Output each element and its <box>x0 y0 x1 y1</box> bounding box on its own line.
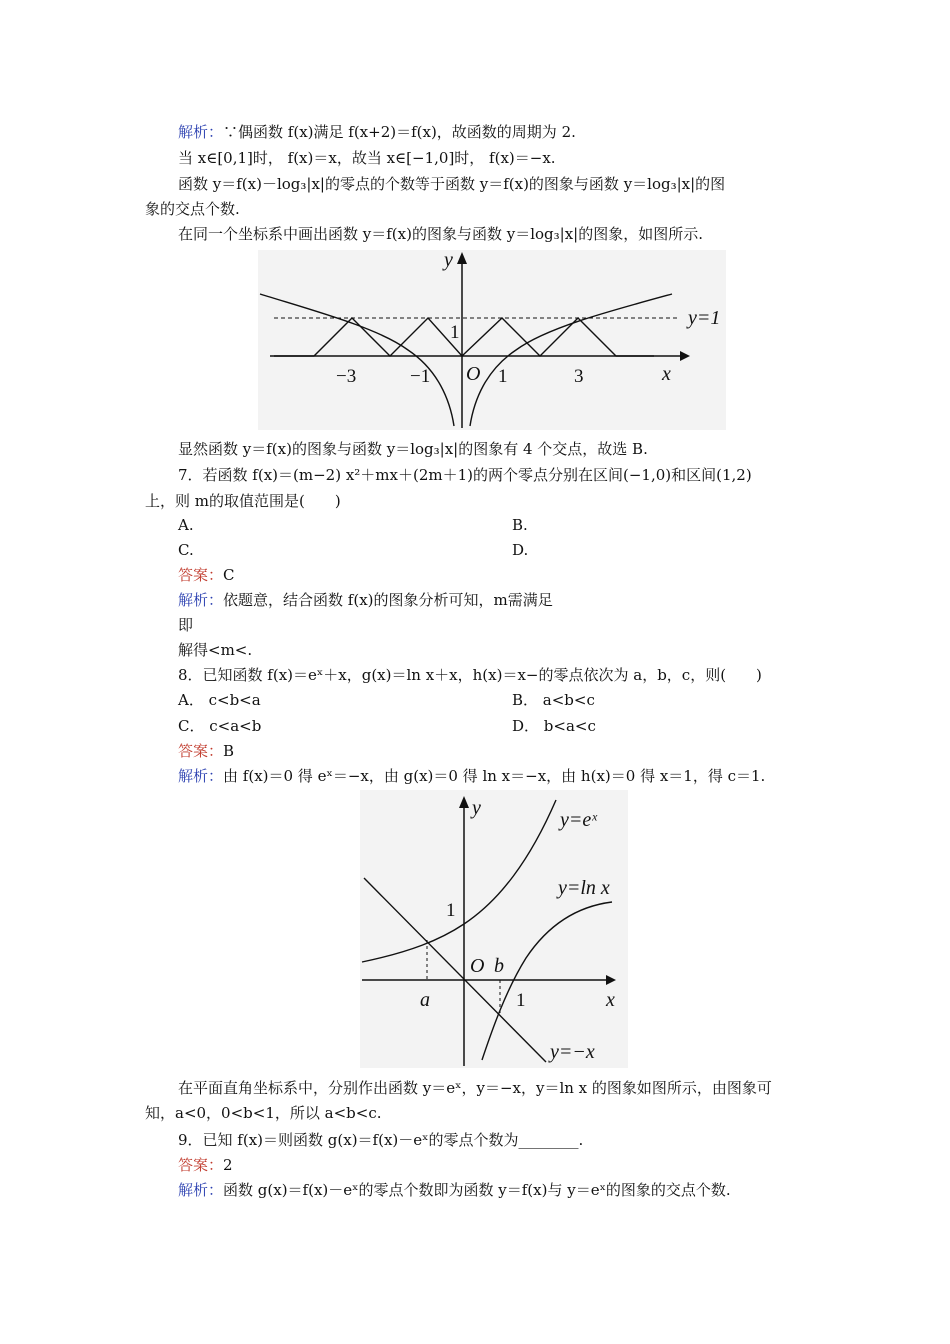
question-7-line-2: 上，则 m的取值范围是( ) <box>145 492 341 510</box>
solution-text: ∵偶函数 f(x)满足 f(x+2)＝f(x)，故函数的周期为 2. <box>223 123 576 141</box>
text-line: 即 <box>178 616 194 634</box>
question-8-line: 8．已知函数 f(x)＝eˣ＋x，g(x)＝ln x＋x，h(x)＝x−的零点依次为 a，b，c，则( ) <box>178 666 762 684</box>
text-line: 函数 y＝f(x)－log₃|x|的零点的个数等于函数 y＝f(x)的图象与函数 y＝log₃|x|的图 <box>178 175 726 193</box>
x-axis-label: x <box>662 363 671 385</box>
solution-label: 解析： <box>178 1181 224 1199</box>
option-c: C. <box>178 541 194 559</box>
option-b: B. <box>512 516 528 534</box>
answer-label: 答案： <box>178 566 224 584</box>
b-label: b <box>494 955 504 977</box>
y-one-label: 1 <box>446 900 456 921</box>
tick-label: 3 <box>574 366 584 387</box>
answer-value: 2 <box>223 1156 233 1174</box>
solution-label: 解析： <box>178 123 224 141</box>
option-a: A． c<b<a <box>178 691 261 709</box>
answer-line <box>178 1155 233 1175</box>
solution-text: 函数 g(x)＝f(x)－eˣ的零点个数即为函数 y＝f(x)与 y＝eˣ的图象的交点个数. <box>223 1181 731 1199</box>
exp-label: y=eˣ <box>560 809 597 831</box>
text-line: 当 x∈[0,1]时， f(x)＝x，故当 x∈[−1,0]时， f(x)＝−x. <box>178 149 556 167</box>
option-d: D. <box>512 541 529 559</box>
solution-label: 解析： <box>178 591 224 609</box>
exp-curve <box>362 800 556 962</box>
x-axis-label: x <box>606 989 615 1011</box>
figure-periodic-log <box>258 250 726 430</box>
solution-line <box>178 1180 731 1200</box>
origin-label: O <box>470 955 485 977</box>
answer-label: 答案： <box>178 742 224 760</box>
x-one-label: 1 <box>516 990 526 1011</box>
figure-exp-ln-negx <box>360 790 628 1068</box>
text-line: 在平面直角坐标系中，分别作出函数 y＝eˣ，y＝−x，y＝ln x 的图象如图所示，由图象可 <box>178 1079 772 1097</box>
tick-label: −1 <box>410 366 431 387</box>
y-axis-label: y <box>444 250 453 271</box>
solution-text: 由 f(x)＝0 得 eˣ＝−x，由 g(x)＝0 得 ln x＝−x，由 h(x)＝0 得 x＝1，得 c＝1. <box>223 767 766 785</box>
solution-label: 解析： <box>178 767 224 785</box>
x-axis-arrow <box>606 975 616 985</box>
periodic-function-curve <box>274 318 654 356</box>
answer-value: C <box>223 566 235 584</box>
option-d: D． b<a<c <box>512 717 596 735</box>
text-line: 知，a<0，0<b<1，所以 a<b<c. <box>145 1104 382 1122</box>
question-7-line-1: 7．若函数 f(x)＝(m−2) x²＋mx＋(2m＋1)的两个零点分别在区间(−1,0)和区间(1,2) <box>178 466 752 484</box>
origin-label: O <box>466 363 481 385</box>
option-a: A. <box>178 516 194 534</box>
ln-curve <box>482 902 612 1060</box>
question-9-line: 9．已知 f(x)＝则函数 g(x)＝f(x)－eˣ的零点个数为________. <box>178 1131 584 1149</box>
answer-label: 答案： <box>178 1156 224 1174</box>
log-curve-right <box>470 294 672 426</box>
log-curve-left <box>260 294 454 426</box>
answer-line <box>178 741 234 761</box>
option-c: C． c<a<b <box>178 717 262 735</box>
y-one-label: 1 <box>450 322 460 343</box>
solution-line <box>178 590 553 610</box>
solution-line-1 <box>178 122 576 142</box>
text-line: 象的交点个数. <box>145 200 240 218</box>
a-label: a <box>420 989 430 1011</box>
tick-label: 1 <box>498 366 508 387</box>
y-axis-arrow <box>457 252 467 264</box>
text-line: 在同一个坐标系中画出函数 y＝f(x)的图象与函数 y＝log₃|x|的图象，如图所示. <box>178 225 703 243</box>
option-b: B． a<b<c <box>512 691 595 709</box>
solution-line <box>178 766 765 786</box>
text-line: 显然函数 y＝f(x)的图象与函数 y＝log₃|x|的图象有 4 个交点，故选 B. <box>178 440 648 458</box>
figure-2-svg <box>360 790 628 1068</box>
solution-text: 依题意，结合函数 f(x)的图象分析可知，m需满足 <box>223 591 553 609</box>
figure-1-svg <box>258 250 726 430</box>
y-axis-arrow <box>459 796 469 808</box>
neg-x-label: y=−x <box>550 1041 595 1063</box>
tick-label: −3 <box>336 366 357 387</box>
y-axis-label: y <box>472 797 481 819</box>
answer-value: B <box>223 742 235 760</box>
answer-line <box>178 565 235 585</box>
ln-label: y=ln x <box>558 877 610 899</box>
text-line: 解得<m<. <box>178 641 253 659</box>
y-equals-1-label: y=1 <box>688 307 721 329</box>
x-axis-arrow <box>680 351 690 361</box>
